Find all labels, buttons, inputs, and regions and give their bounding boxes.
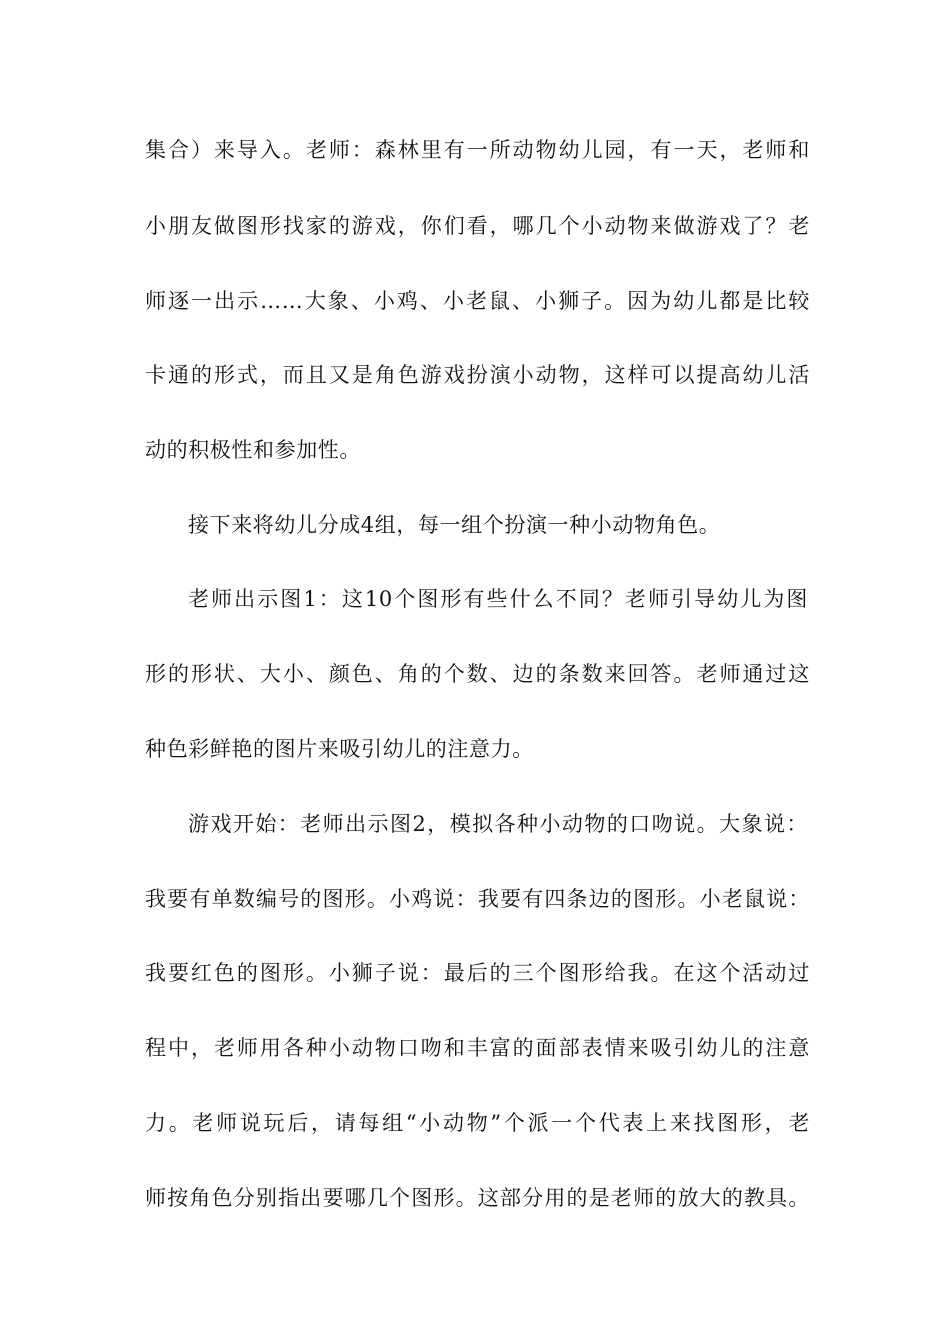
text-line: 卡通的形式，而且又是角色游戏扮演小动物，这样可以提高幼儿活 bbox=[145, 363, 810, 387]
text-line: 力。老师说玩后，请每组“小动物”个派一个代表上来找图形，老 bbox=[145, 1111, 810, 1135]
text-line: 形的形状、大小、颜色、角的个数、边的条数来回答。老师通过这 bbox=[145, 662, 810, 686]
paragraph-first-line: 接下来将幼儿分成4组，每一组个扮演一种小动物角色。 bbox=[188, 513, 721, 537]
text-line: 动的积极性和参加性。 bbox=[145, 438, 361, 462]
text-line: 小朋友做图形找家的游戏，你们看，哪几个小动物来做游戏了？老 bbox=[145, 214, 810, 238]
text-line: 师按角色分别指出要哪几个图形。这部分用的是老师的放大的教具。 bbox=[145, 1186, 810, 1210]
text-line: 我要有单数编号的图形。小鸡说：我要有四条边的图形。小老鼠说： bbox=[145, 887, 810, 911]
paragraph-first-line: 游戏开始：老师出示图2，模拟各种小动物的口吻说。大象说： bbox=[188, 812, 808, 836]
text-line: 我要红色的图形。小狮子说：最后的三个图形给我。在这个活动过 bbox=[145, 961, 810, 985]
text-line: 集合）来导入。老师：森林里有一所动物幼儿园，有一天，老师和 bbox=[145, 138, 810, 162]
text-line: 程中，老师用各种小动物口吻和丰富的面部表情来吸引幼儿的注意 bbox=[145, 1036, 810, 1060]
paragraph-first-line: 老师出示图1：这10个图形有些什么不同？老师引导幼儿为图 bbox=[188, 587, 808, 611]
text-line: 种色彩鲜艳的图片来吸引幼儿的注意力。 bbox=[145, 737, 534, 761]
text-line: 师逐一出示……大象、小鸡、小老鼠、小狮子。因为幼儿都是比较 bbox=[145, 289, 810, 313]
